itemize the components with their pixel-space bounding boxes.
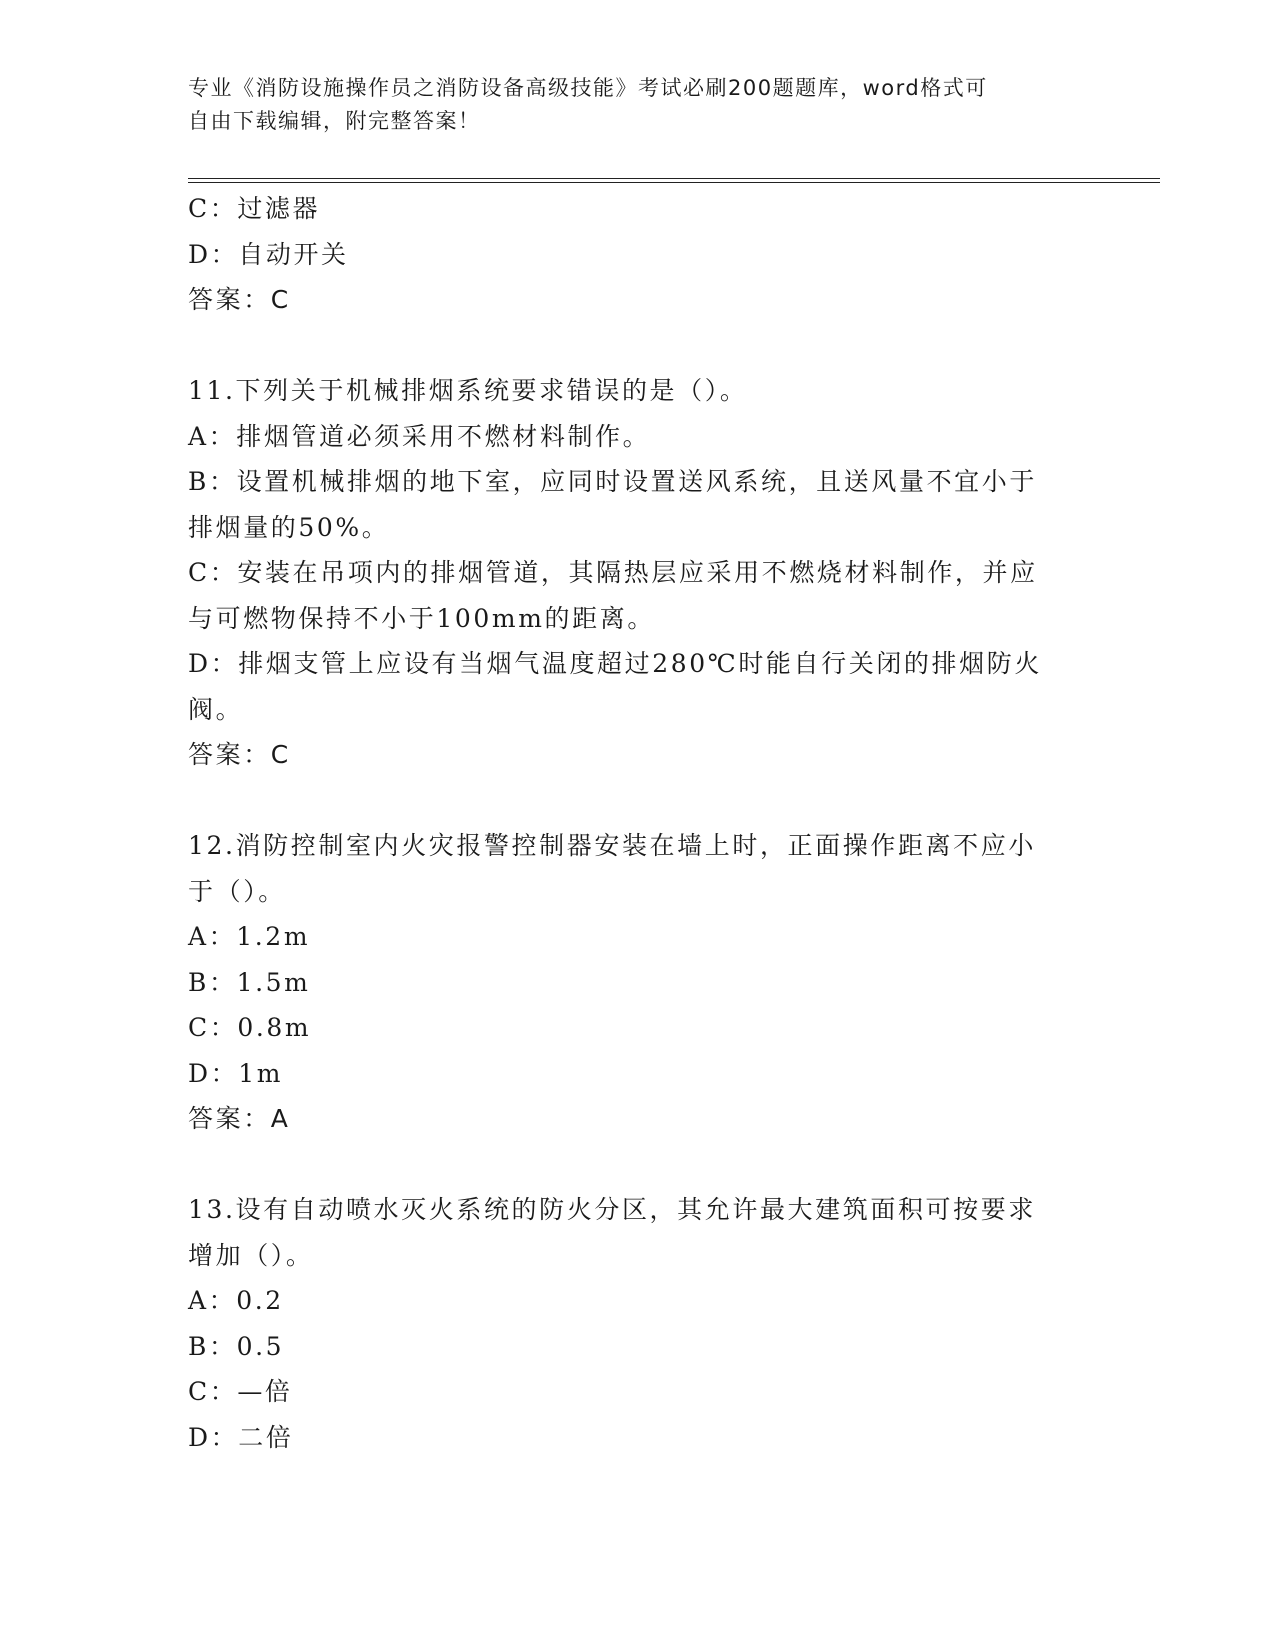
question-text-line-1: 13.设有自动喷水灭火系统的防火分区，其允许最大建筑面积可按要求 — [188, 1195, 1036, 1224]
spacer — [188, 778, 1088, 824]
option-c-line-2: 与可燃物保持不小于100mm的距离。 — [188, 603, 655, 633]
question-12 — [188, 823, 1088, 1142]
spacer — [188, 323, 1088, 369]
option-a: A：1.2m — [188, 922, 311, 951]
option-a: A：0.2 — [188, 1286, 284, 1315]
answer-line: 答案：A — [188, 1104, 291, 1133]
option-c-line-1: C：安装在吊项内的排烟管道，其隔热层应采用不燃烧材料制作，并应 — [188, 558, 1038, 587]
question-13 — [188, 1187, 1088, 1460]
question-text-line-2: 增加（）。 — [188, 1240, 314, 1270]
option-d: D：自动开关 — [188, 239, 349, 269]
answer-line: 答案：C — [188, 285, 291, 314]
option-c: C：0.8m — [188, 1013, 312, 1042]
question-text: 11.下列关于机械排烟系统要求错误的是（）。 — [188, 376, 748, 405]
option-d-line-2: 阀。 — [188, 694, 244, 724]
option-b-line-2: 排烟量的50%。 — [188, 512, 390, 542]
option-b: B：0.5 — [188, 1331, 285, 1361]
option-b-line-1: B：设置机械排烟的地下室，应同时设置送风系统，且送风量不宜小于 — [188, 467, 1037, 496]
option-d: D：二倍 — [188, 1422, 294, 1452]
option-b: B：1.5m — [188, 967, 311, 997]
option-c: C：过滤器 — [188, 194, 321, 223]
question-list — [188, 186, 1088, 1460]
option-c: C：—倍 — [188, 1377, 293, 1406]
document-header — [188, 72, 1068, 138]
question-text-line-2: 于（）。 — [188, 876, 286, 906]
question-10-fragment — [188, 186, 1088, 323]
spacer — [188, 1142, 1088, 1188]
header-divider — [188, 178, 1160, 183]
header-line-1: 专业《消防设施操作员之消防设备高级技能》考试必刷200题题库，word格式可 — [188, 76, 988, 100]
option-d: D：1m — [188, 1058, 284, 1088]
question-11 — [188, 368, 1088, 778]
answer-line: 答案：C — [188, 740, 291, 769]
option-a: A：排烟管道必须采用不燃材料制作。 — [188, 421, 651, 451]
header-line-2: 自由下载编辑，附完整答案！ — [188, 109, 481, 133]
question-text-line-1: 12.消防控制室内火灾报警控制器安装在墙上时，正面操作距离不应小 — [188, 831, 1036, 860]
option-d-line-1: D：排烟支管上应设有当烟气温度超过280℃时能自行关闭的排烟防火 — [188, 649, 1042, 678]
